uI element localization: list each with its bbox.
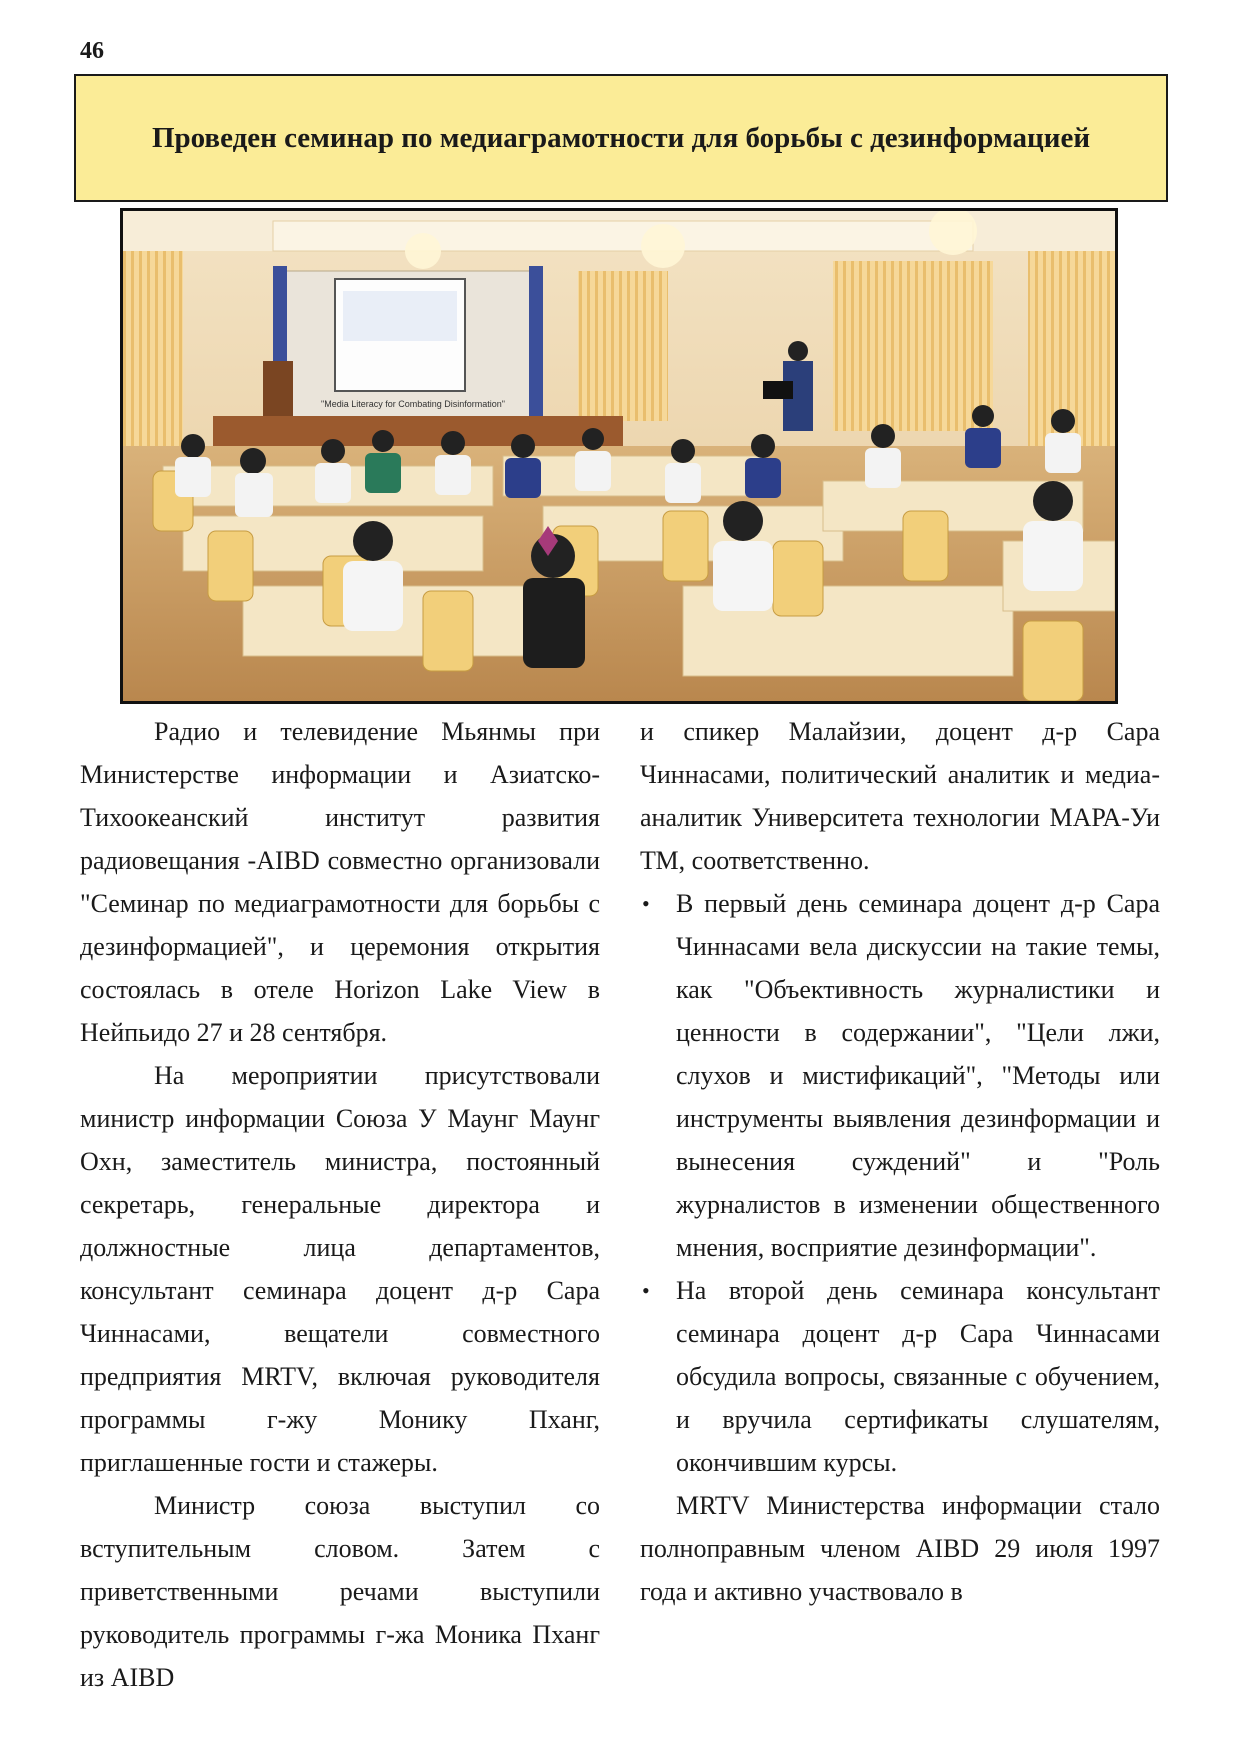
list-item-text: На второй день семинара консультант семинара доцент д-р Сара Чиннасами обсудила вопросы, связанные с обучением, и вручила сертификаты слушателям, окончившим курсы. (676, 1276, 1160, 1477)
page-number: 46 (80, 38, 104, 64)
title-box (74, 74, 1168, 202)
list-item (640, 882, 1160, 1269)
article-paragraph: На мероприятии присутствовали министр информации Союза У Маунг Маунг Охн, заместитель министра, постоянный секретарь, генеральные директора и должностные лица департаментов, консультант семинара доцент д-р Сара Чиннасами, вещатели совместного предприятия MRTV, включая руководителя программы г-жу Монику Пханг, приглашенные гости и стажеры. (80, 1061, 600, 1477)
article-paragraph: MRTV Министерства информации стало полноправным членом AIBD 29 июля 1997 года и активно участвовало в (640, 1491, 1160, 1606)
list-item-text: В первый день семинара доцент д-р Сара Чиннасами вела дискуссии на такие темы, как "Объективность журналистики и ценности в содержании", "Цели лжи, слухов и мистификаций", "Методы или инструменты выявления дезинформации и вынесения суждений" и "Роль журналистов в изменении общественного мнения, восприятие дезинформации". (676, 889, 1160, 1262)
article-column-left (80, 710, 600, 1699)
article-paragraph-continuation: и спикер Малайзии, доцент д-р Сара Чиннасами, политический аналитик и медиа-аналитик Университета технологии МАРА-Уи ТМ, соответственно. (640, 717, 1160, 875)
article-paragraph: Министр союза выступил со вступительным словом. Затем с приветственными речами выступили руководитель программы г-жа Моника Пханг из AIBD (80, 1491, 600, 1692)
seminar-hall-photo-icon (123, 211, 1115, 701)
article-title: Проведен семинар по медиаграмотности для борьбы с дезинформацией (151, 121, 1091, 154)
article-paragraph: Радио и телевидение Мьянмы при Министерстве информации и Азиатско-Тихоокеанский институт развития радиовещания -AIBD совместно организовали "Семинар по медиаграмотности для борьбы с дезинформацией", и церемония открытия состоялась в отеле Horizon Lake View в Нейпьидо 27 и 28 сентября. (80, 717, 600, 1047)
article-column-right (640, 710, 1160, 1613)
bullet-icon: • (642, 891, 650, 916)
bullet-list (640, 882, 1160, 1484)
banner-text: "Media Literacy for Combating Disinformation" (321, 399, 505, 409)
list-item (640, 1269, 1160, 1484)
bullet-icon: • (642, 1278, 650, 1303)
article-photo (120, 208, 1118, 704)
